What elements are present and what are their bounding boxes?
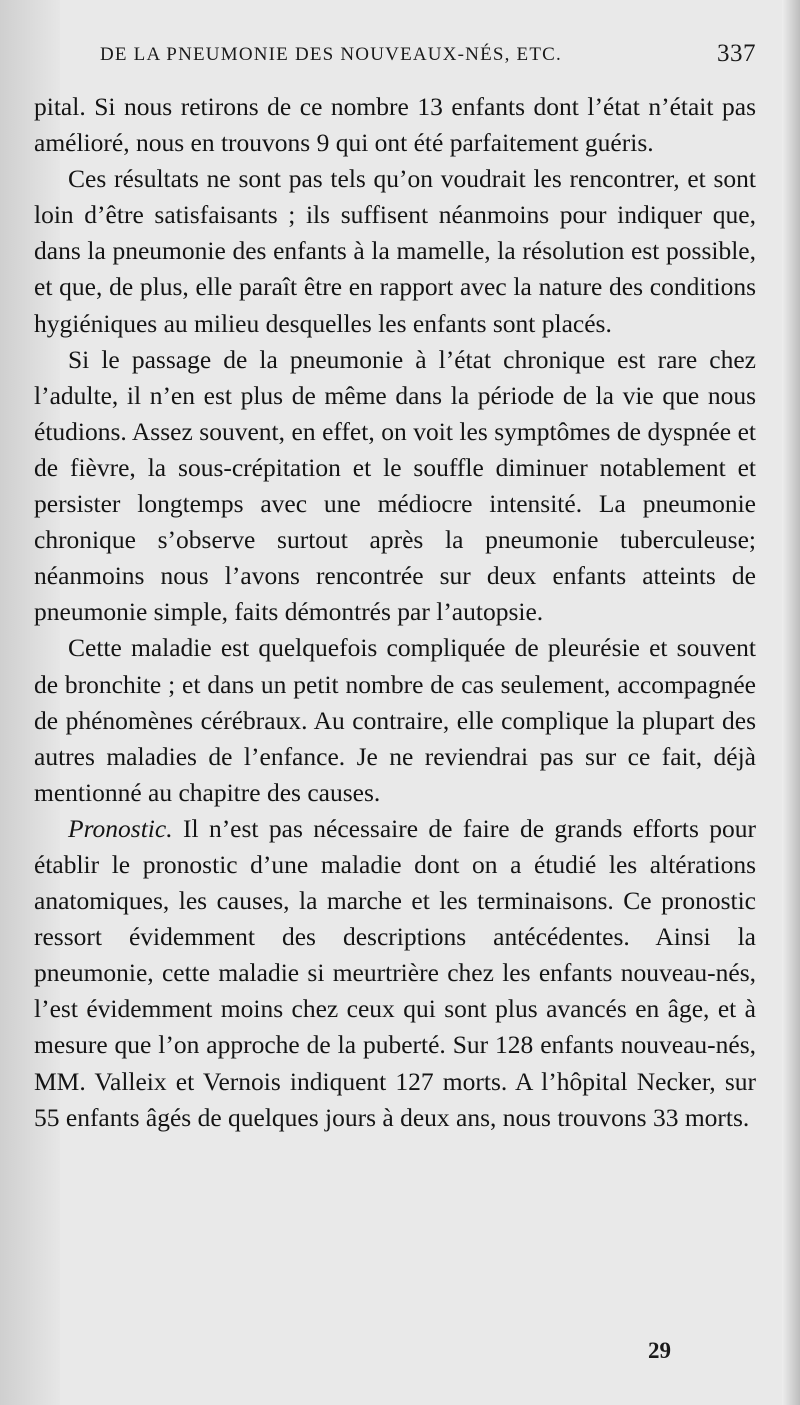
running-title: DE LA PNEUMONIE DES NOUVEAUX-NÉS, ETC. xyxy=(100,44,562,65)
paragraph-4: Cette maladie est quelquefois compliquée de pleurésie et souvent de bronchite ; et dans un petit nombre de cas seulement, accompagnée de phénomènes cérébraux. Au contraire, elle complique la plupart des autres maladies de l’enfance. Je ne reviendrai pas sur ce fait, déjà mentionné au chapitre des causes. xyxy=(34,633,756,807)
signature-mark: 29 xyxy=(648,1338,671,1363)
paragraph-1: pital. Si nous retirons de ce nombre 13 enfants dont l’état n’était pas amélioré, nous en trouvons 9 qui ont été parfaitement guéris. xyxy=(34,92,756,158)
paragraph-5 xyxy=(34,811,756,1136)
section-lead-pronostic: Pronostic. xyxy=(68,813,173,843)
paragraph-5-text: Il n’est pas nécessaire de faire de grands efforts pour établir le pronostic d’une maladie dont on a étudié les altérations anatomiques, les causes, la marche et les terminaisons. Ce pronostic ressort évidemment des descriptions antécédentes. Ainsi la pneumonie, cette maladie si meurtrière chez les enfants nouveau-nés, l’est évidemment moins chez ceux qui sont plus avancés en âge, et à mesure que l’on approche de la puberté. Sur 128 enfants nouveau-nés, MM. Valleix et Vernois indiquent 127 morts. A l’hôpital Necker, sur 55 enfants âgés de quelques jours à deux ans, nous trouvons 33 morts. xyxy=(34,813,756,1132)
page-edge xyxy=(782,0,800,1405)
body-text xyxy=(34,89,756,1136)
paragraph-2: Ces résultats ne sont pas tels qu’on voudrait les rencontrer, et sont loin d’être satisfaisants ; ils suffisent néanmoins pour indiquer que, dans la pneumonie des enfants à la mamelle, la résolution est possible, et que, de plus, elle paraît être en rapport avec la nature des conditions hygiéniques au milieu desquelles les enfants sont placés. xyxy=(34,164,756,338)
paragraph-3: Si le passage de la pneumonie à l’état chronique est rare chez l’adulte, il n’en est plus de même dans la période de la vie que nous étudions. Assez souvent, en effet, on voit les symptômes de dyspnée et de fièvre, la sous-crépitation et le souffle diminuer notablement et persister longtemps avec une médiocre intensité. La pneumonie chronique s’observe surtout après la pneumonie tuberculeuse; néanmoins nous l’avons rencontrée sur deux enfants atteints de pneumonie simple, faits démontrés par l’autopsie. xyxy=(34,344,756,627)
running-head xyxy=(100,40,756,78)
page-number: 337 xyxy=(717,40,756,67)
